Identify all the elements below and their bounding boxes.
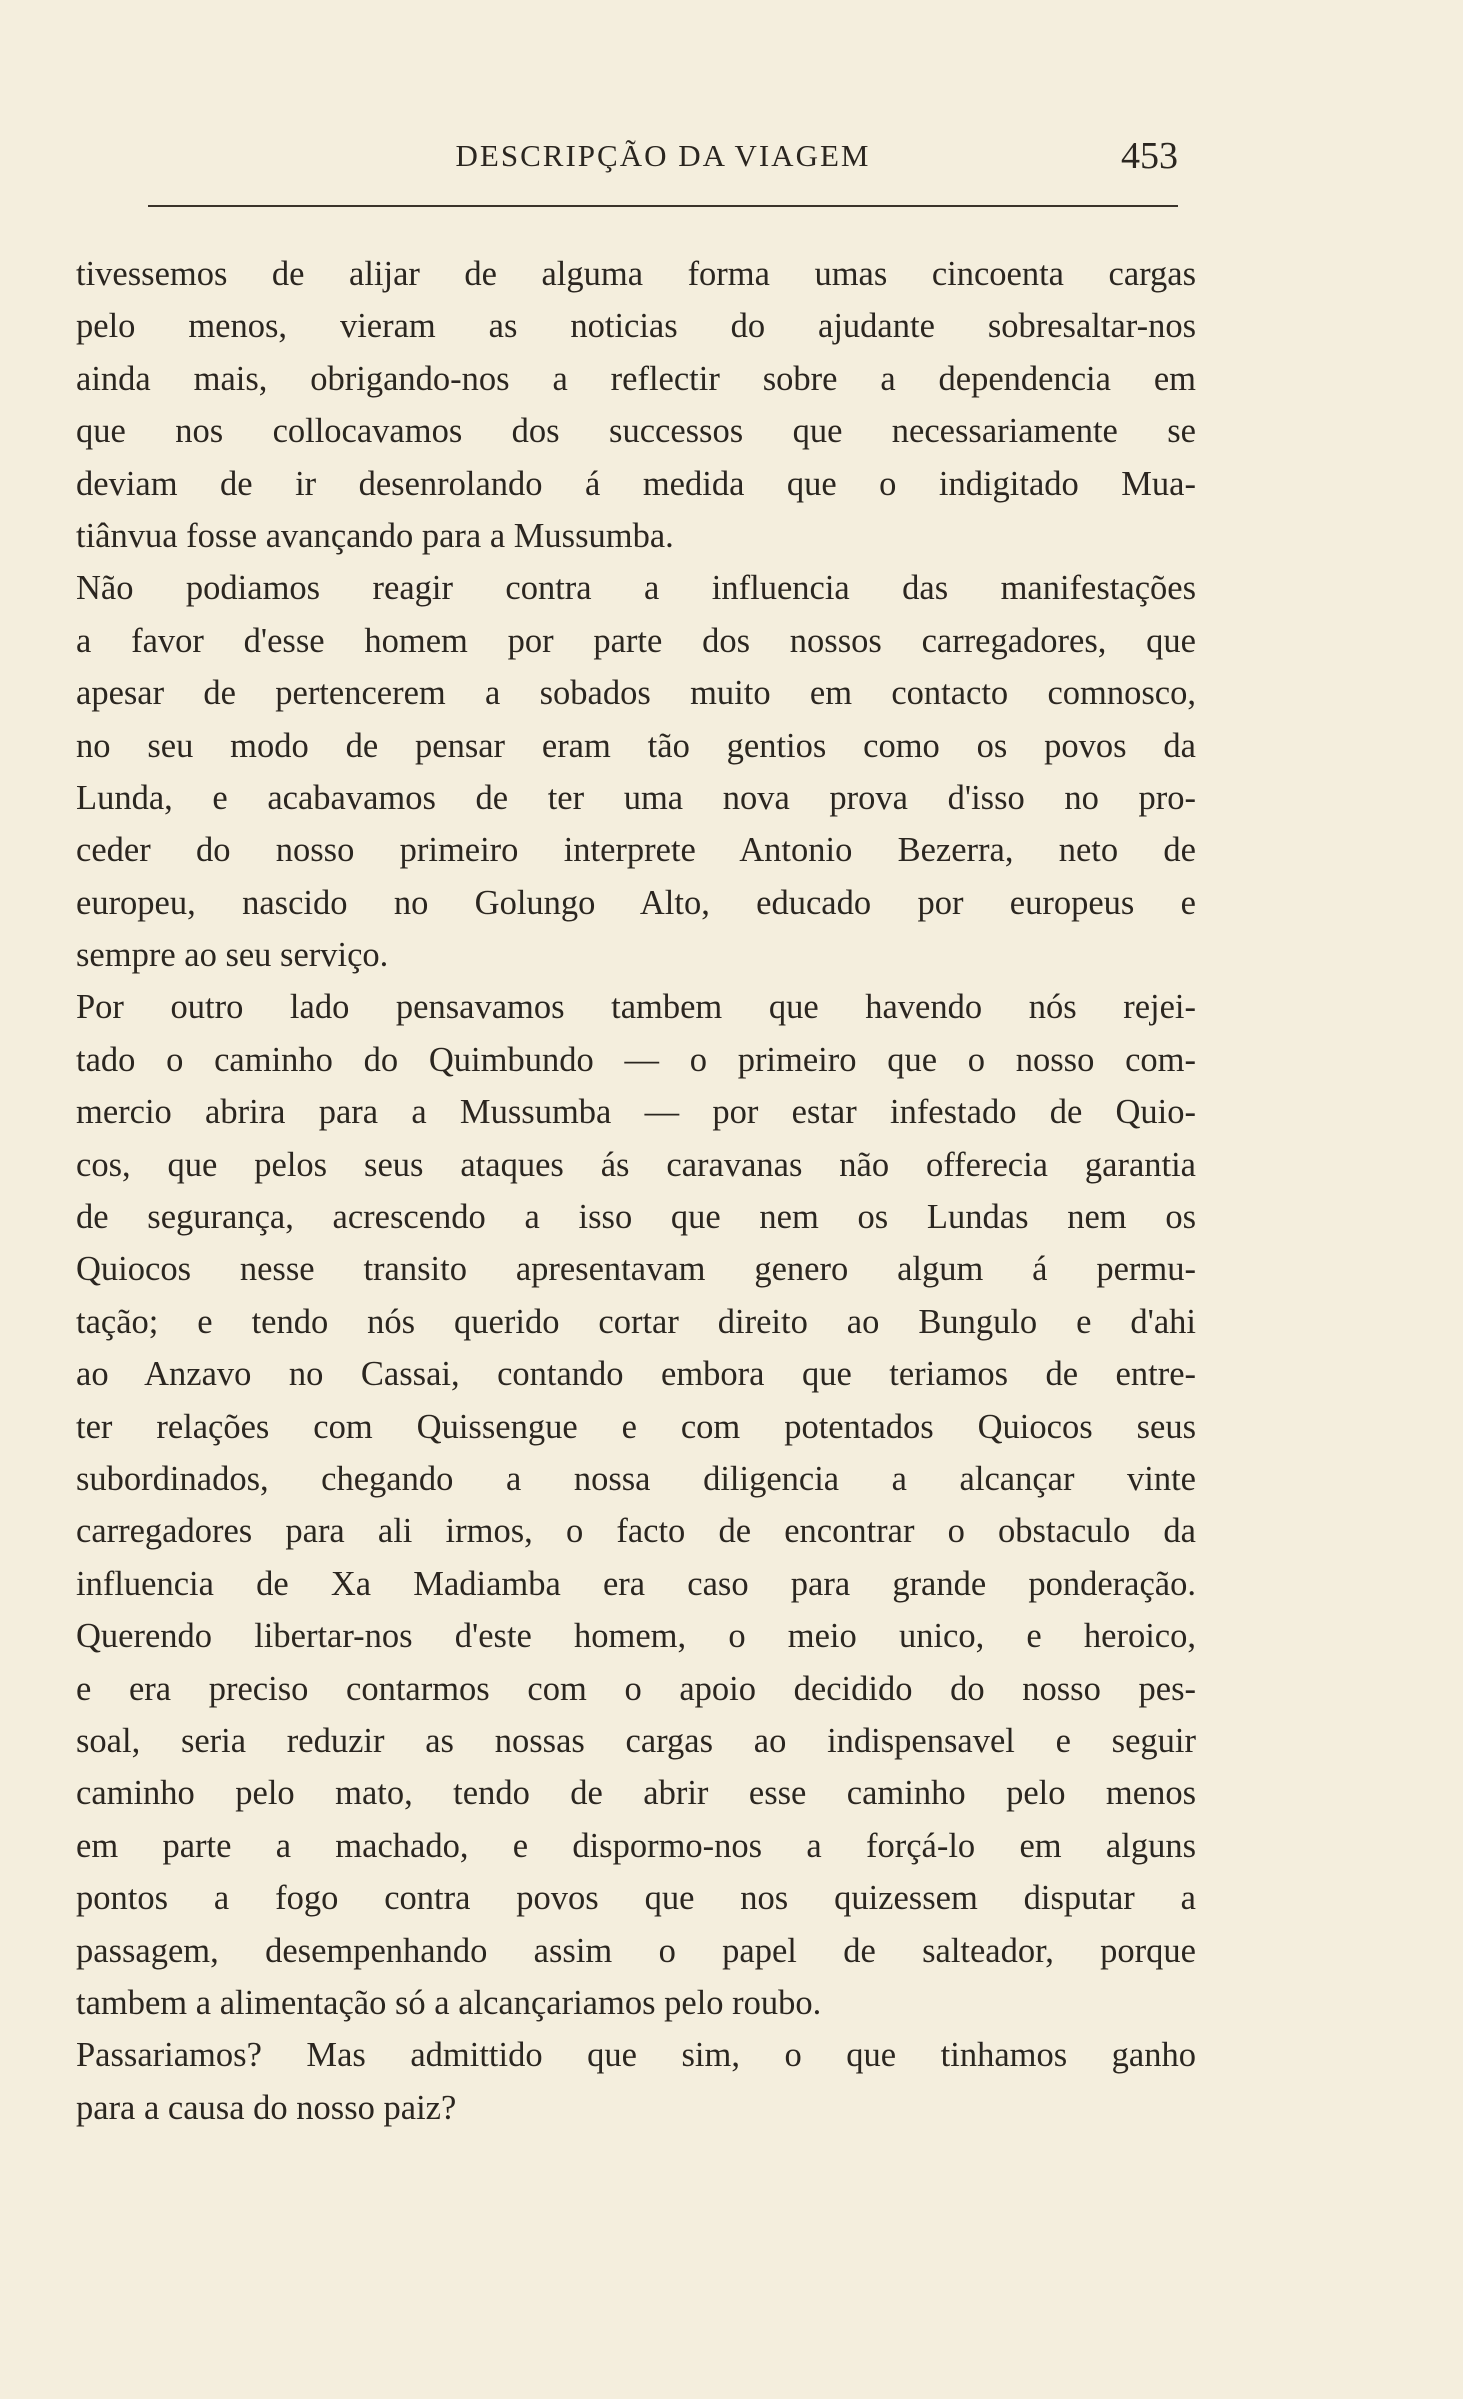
text-line: sempre ao seu serviço. (76, 936, 389, 975)
text-line: tivessemos de alijar de alguma forma umas cincoenta cargas (76, 255, 1196, 293)
page-number: 453 (1121, 135, 1178, 177)
text-line: mercio abrira para a Mussumba — por estar infestado de Quio- (76, 1093, 1196, 1132)
text-line: cos, que pelos seus ataques ás caravanas não offerecia garantia (76, 1145, 1196, 1184)
text-line: para a causa do nosso paiz? (76, 2088, 457, 2127)
text-line: a favor d'esse homem por parte dos nossos carregadores, que (76, 621, 1196, 660)
text-line: que nos collocavamos dos successos que necessariamente se (76, 412, 1196, 451)
text-line: pelo menos, vieram as noticias do ajudante sobresaltar-nos (76, 307, 1196, 346)
running-title: DESCRIPÇÃO DA VIAGEM (455, 138, 871, 173)
text-line: Passariamos? Mas admittido que sim, o que tinhamos ganho (76, 2036, 1196, 2075)
text-line: tambem a alimentação só a alcançariamos pelo roubo. (76, 1983, 822, 2022)
text-line: em parte a machado, e dispormo-nos a forçá-lo em alguns (76, 1826, 1196, 1865)
body-text (76, 248, 1196, 2134)
page-header (148, 135, 1178, 188)
text-line: ceder do nosso primeiro interprete Antonio Bezerra, neto de (76, 831, 1196, 870)
text-line: tado o caminho do Quimbundo — o primeiro que o nosso com- (76, 1040, 1196, 1079)
header-rule (148, 205, 1178, 207)
text-line: Querendo libertar-nos d'este homem, o meio unico, e heroico, (76, 1617, 1196, 1656)
text-line: ainda mais, obrigando-nos a reflectir sobre a dependencia em (76, 359, 1196, 398)
text-line: no seu modo de pensar eram tão gentios como os povos da (76, 726, 1196, 765)
text-line: deviam de ir desenrolando á medida que o indigitado Mua- (76, 464, 1196, 503)
text-line: Quiocos nesse transito apresentavam genero algum á permu- (76, 1250, 1196, 1289)
text-line: tação; e tendo nós querido cortar direito ao Bungulo e d'ahi (76, 1302, 1196, 1341)
text-line: Por outro lado pensavamos tambem que havendo nós rejei- (76, 988, 1196, 1027)
text-line: tiânvua fosse avançando para a Mussumba. (76, 516, 674, 555)
text-line: e era preciso contarmos com o apoio decidido do nosso pes- (76, 1669, 1196, 1708)
text-line: pontos a fogo contra povos que nos quizessem disputar a (76, 1879, 1196, 1918)
text-line: caminho pelo mato, tendo de abrir esse caminho pelo menos (76, 1774, 1196, 1813)
text-line: subordinados, chegando a nossa diligencia a alcançar vinte (76, 1459, 1196, 1498)
text-line: de segurança, acrescendo a isso que nem os Lundas nem os (76, 1198, 1196, 1237)
text-line: ao Anzavo no Cassai, contando embora que teriamos de entre- (76, 1355, 1196, 1394)
text-line: Lunda, e acabavamos de ter uma nova prova d'isso no pro- (76, 778, 1196, 817)
text-line: soal, seria reduzir as nossas cargas ao indispensavel e seguir (76, 1721, 1196, 1760)
text-line: apesar de pertencerem a sobados muito em contacto comnosco, (76, 674, 1196, 713)
text-line: europeu, nascido no Golungo Alto, educado por europeus e (76, 883, 1196, 922)
text-line: Não podiamos reagir contra a influencia das manifestações (76, 569, 1196, 608)
text-line: carregadores para ali irmos, o facto de encontrar o obstaculo da (76, 1512, 1196, 1551)
text-line: influencia de Xa Madiamba era caso para grande ponderação. (76, 1564, 1196, 1603)
text-line: passagem, desempenhando assim o papel de salteador, porque (76, 1931, 1196, 1970)
text-line: ter relações com Quissengue e com potentados Quiocos seus (76, 1407, 1196, 1446)
